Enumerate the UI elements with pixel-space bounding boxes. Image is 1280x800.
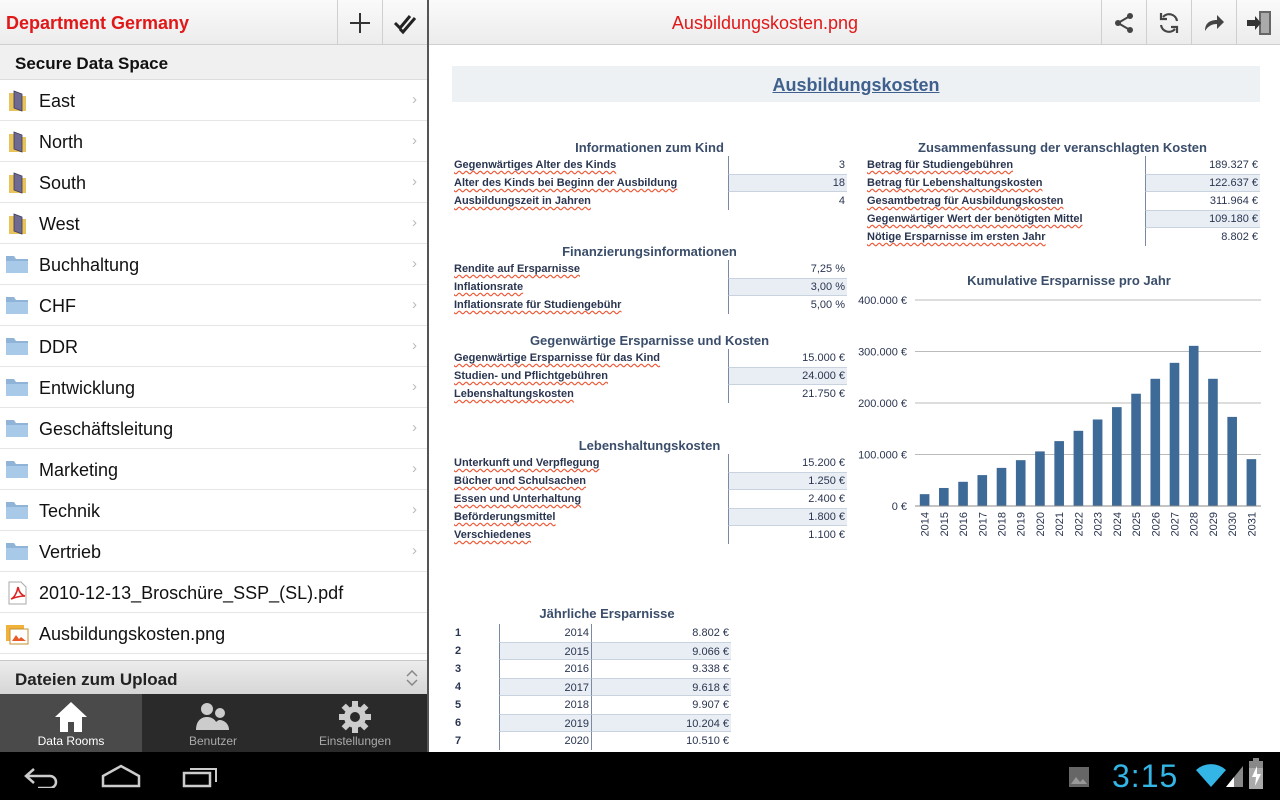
row-value: 7,25 % <box>810 263 845 275</box>
list-item[interactable] <box>0 80 427 121</box>
table-row <box>452 367 847 385</box>
row-value: 24.000 € <box>802 370 845 382</box>
bar <box>1208 379 1218 506</box>
system-navigation-bar <box>0 752 1280 800</box>
table-row <box>452 696 732 714</box>
row-label: Gesamtbetrag für Ausbildungskosten <box>867 195 1064 207</box>
row-value: 1.100 € <box>808 529 845 541</box>
x-tick-label: 2016 <box>958 512 971 537</box>
cost-summary-section <box>865 140 1260 246</box>
home-icon <box>53 700 89 734</box>
section-heading: Gegenwärtige Ersparnisse und Kosten <box>529 333 770 348</box>
table-row <box>452 490 847 508</box>
list-item[interactable] <box>0 572 427 613</box>
row-year: 2015 <box>499 642 591 660</box>
double-check-icon <box>393 11 417 35</box>
row-label: Inflationsrate für Studiengebühr <box>454 299 622 311</box>
data-room-icon <box>5 130 29 152</box>
section-heading: Jährliche Ersparnisse <box>539 606 675 621</box>
row-label: Essen und Unterhaltung <box>454 493 582 505</box>
x-tick-label: 2018 <box>996 512 1009 537</box>
data-room-icon <box>5 212 29 234</box>
y-tick-label: 0 € <box>891 501 907 513</box>
gear-icon <box>337 700 373 734</box>
table-row <box>452 278 847 296</box>
table-row <box>452 508 847 526</box>
bar <box>1150 379 1160 506</box>
item-label: 2010-12-13_Broschüre_SSP_(SL).pdf <box>39 583 344 603</box>
list-item[interactable] <box>0 121 427 162</box>
row-number: 6 <box>455 717 462 729</box>
row-label: Nötige Ersparnisse im ersten Jahr <box>867 231 1046 243</box>
upload-title: Dateien zum Upload <box>15 670 178 689</box>
row-amount: 9.618 € <box>591 678 731 696</box>
row-value: 311.964 € <box>1209 195 1258 207</box>
left-header <box>0 0 427 45</box>
row-year: 2014 <box>499 624 591 642</box>
row-value: 4 <box>838 195 845 207</box>
x-tick-label: 2026 <box>1150 512 1163 537</box>
chevron-right-icon: › <box>412 337 417 354</box>
financing-section <box>452 244 847 314</box>
folder-icon <box>5 540 29 562</box>
x-tick-label: 2019 <box>1015 512 1028 537</box>
y-tick-label: 400.000 € <box>858 295 907 307</box>
row-label: Beförderungsmittel <box>454 511 556 523</box>
item-label: West <box>39 214 80 234</box>
table-row <box>452 349 847 367</box>
row-value: 18 <box>832 177 845 189</box>
back-icon[interactable] <box>22 764 58 788</box>
item-label: CHF <box>39 296 76 316</box>
yearly-savings-table <box>452 606 732 750</box>
logout-button[interactable] <box>1236 0 1280 45</box>
row-label: Ausbildungszeit in Jahren <box>454 195 591 207</box>
section-heading: Informationen zum Kind <box>575 140 724 155</box>
table-row <box>865 210 1260 228</box>
child-info-section <box>452 140 847 210</box>
table-row <box>452 385 847 403</box>
row-value: 15.000 € <box>802 352 845 364</box>
bar <box>1247 459 1257 506</box>
chevron-right-icon: › <box>412 173 417 190</box>
document-title: Ausbildungskosten <box>452 66 1260 102</box>
image-file-icon <box>5 622 29 644</box>
folder-icon <box>5 499 29 521</box>
account-title: Department Germany <box>6 13 190 33</box>
chart-title: Kumulative Ersparnisse pro Jahr <box>967 273 1171 288</box>
row-amount: 9.066 € <box>591 642 731 660</box>
x-tick-label: 2014 <box>919 512 932 537</box>
row-number: 7 <box>455 735 462 747</box>
table-row <box>452 732 732 750</box>
list-item[interactable] <box>0 531 427 572</box>
table-row <box>452 678 732 696</box>
table-row <box>452 714 732 732</box>
upload-section-header[interactable] <box>0 660 427 694</box>
refresh-button[interactable] <box>1146 0 1191 45</box>
bar <box>958 482 968 506</box>
value-cell <box>728 174 847 192</box>
row-year: 2018 <box>499 696 591 714</box>
bar <box>1054 441 1064 506</box>
item-label: East <box>39 91 76 111</box>
row-label: Verschiedenes <box>454 529 532 541</box>
list-item[interactable] <box>0 162 427 203</box>
list-item[interactable] <box>0 203 427 244</box>
row-label: Lebenshaltungskosten <box>454 388 574 400</box>
row-value: 2.400 € <box>808 493 845 505</box>
folder-icon <box>5 376 29 398</box>
x-tick-label: 2031 <box>1246 512 1259 537</box>
x-tick-label: 2024 <box>1111 512 1124 537</box>
list-item[interactable] <box>0 244 427 285</box>
tab-label: Benutzer <box>188 734 238 748</box>
item-label: South <box>39 173 87 193</box>
tab-data-rooms[interactable] <box>0 694 142 752</box>
row-amount: 9.907 € <box>591 696 731 714</box>
folder-icon <box>5 294 29 316</box>
bar <box>1035 451 1045 506</box>
row-value: 1.250 € <box>808 475 845 487</box>
chevron-right-icon: › <box>412 91 417 108</box>
table-row <box>865 192 1260 210</box>
folder-icon <box>5 335 29 357</box>
row-value: 3,00 % <box>810 281 845 293</box>
item-label: Ausbildungskosten.png <box>39 624 226 644</box>
value-cell <box>728 156 847 174</box>
tab-benutzer[interactable] <box>142 694 284 752</box>
row-amount: 9.338 € <box>591 660 731 678</box>
bar <box>1189 346 1199 506</box>
x-tick-label: 2020 <box>1034 512 1047 537</box>
current-savings-section <box>452 333 847 403</box>
row-label: Inflationsrate <box>454 281 524 293</box>
home-nav-icon[interactable] <box>101 764 141 788</box>
x-tick-label: 2027 <box>1169 512 1182 537</box>
y-tick-label: 300.000 € <box>858 346 907 359</box>
data-rooms-panel <box>0 0 427 752</box>
table-row <box>865 174 1260 192</box>
x-tick-label: 2022 <box>1073 512 1086 537</box>
row-label: Alter des Kinds bei Beginn der Ausbildung <box>454 177 678 189</box>
exit-icon <box>1245 10 1273 36</box>
tab-label: Einstellungen <box>318 734 392 748</box>
battery-charging-icon <box>1248 758 1264 790</box>
plus-icon <box>348 11 372 35</box>
row-value: 15.200 € <box>802 457 845 469</box>
users-icon <box>193 700 233 734</box>
y-tick-label: 100.000 € <box>858 449 907 462</box>
row-label: Rendite auf Ersparnisse <box>454 263 580 275</box>
list-item[interactable] <box>0 285 427 326</box>
x-tick-label: 2029 <box>1207 512 1220 537</box>
x-tick-label: 2025 <box>1131 512 1144 537</box>
item-label: Technik <box>39 501 101 521</box>
row-value: 109.180 € <box>1209 213 1258 225</box>
expand-collapse-icon <box>406 670 418 686</box>
bar <box>1227 417 1237 506</box>
chevron-right-icon: › <box>412 542 417 559</box>
add-button[interactable] <box>337 0 382 45</box>
chevron-right-icon: › <box>412 255 417 272</box>
row-label: Gegenwärtiger Wert der benötigten Mittel <box>867 213 1083 225</box>
bar <box>997 468 1007 506</box>
row-year: 2020 <box>499 732 591 750</box>
folder-icon <box>5 253 29 275</box>
row-value: 122.637 € <box>1209 177 1258 189</box>
list-item[interactable] <box>0 367 427 408</box>
x-tick-label: 2028 <box>1188 512 1201 537</box>
signal-icon <box>1224 762 1244 788</box>
share-icon <box>1112 11 1136 35</box>
item-label: Entwicklung <box>39 378 136 398</box>
tab-einstellungen[interactable] <box>284 694 426 752</box>
table-row <box>452 454 847 472</box>
forward-button[interactable] <box>1191 0 1236 45</box>
row-number: 5 <box>455 699 462 711</box>
clock: 3:15 <box>1112 758 1179 794</box>
row-value: 21.750 € <box>802 388 845 400</box>
folder-icon <box>5 417 29 439</box>
row-year: 2016 <box>499 660 591 678</box>
section-heading: Finanzierungsinformationen <box>562 244 737 259</box>
table-row <box>452 296 847 314</box>
row-amount: 8.802 € <box>591 624 731 642</box>
bar <box>939 488 949 506</box>
x-tick-label: 2017 <box>977 512 990 537</box>
table-row <box>452 642 732 660</box>
table-row <box>452 472 847 490</box>
bar <box>977 475 987 506</box>
section-title: Secure Data Space <box>15 54 169 73</box>
row-label: Gegenwärtiges Alter des Kinds <box>454 159 617 171</box>
row-label: Bücher und Schulsachen <box>454 475 587 487</box>
item-label: Geschäftsleitung <box>39 419 174 439</box>
chevron-right-icon: › <box>412 296 417 313</box>
list-item[interactable] <box>0 326 427 367</box>
bar <box>1074 431 1084 506</box>
chevron-right-icon: › <box>412 214 417 231</box>
row-label: Betrag für Studiengebühren <box>867 159 1014 171</box>
y-tick-label: 200.000 € <box>858 398 907 410</box>
list-item[interactable] <box>0 490 427 531</box>
row-value: 8.802 € <box>1221 231 1258 243</box>
preview-panel <box>427 0 1280 752</box>
chevron-right-icon: › <box>412 419 417 436</box>
row-year: 2019 <box>499 714 591 732</box>
item-label: Marketing <box>39 460 119 480</box>
forward-arrow-icon <box>1202 11 1226 35</box>
list-item[interactable] <box>0 613 427 654</box>
document-image <box>429 46 1280 752</box>
chevron-right-icon: › <box>412 460 417 477</box>
x-tick-label: 2021 <box>1054 512 1067 537</box>
row-number: 3 <box>455 663 462 675</box>
share-button[interactable] <box>1101 0 1146 45</box>
table-row <box>452 660 732 678</box>
row-amount: 10.510 € <box>591 732 731 750</box>
file-list <box>0 80 427 654</box>
list-item[interactable] <box>0 449 427 490</box>
table-row <box>452 526 847 544</box>
table-row <box>865 228 1260 246</box>
data-room-icon <box>5 171 29 193</box>
chevron-right-icon: › <box>412 501 417 518</box>
section-heading: Lebenshaltungskosten <box>578 438 721 453</box>
row-year: 2017 <box>499 678 591 696</box>
value-cell <box>728 192 847 210</box>
table-row <box>865 156 1260 174</box>
bar <box>920 494 930 506</box>
tab-label: Data Rooms <box>37 734 105 748</box>
bar <box>1112 407 1122 506</box>
wifi-icon <box>1196 762 1226 788</box>
item-label: Vertrieb <box>39 542 102 562</box>
x-tick-label: 2015 <box>938 512 951 537</box>
row-label: Gegenwärtige Ersparnisse für das Kind <box>454 352 661 364</box>
cumulative-savings-chart <box>849 288 1269 558</box>
list-item[interactable] <box>0 408 427 449</box>
gallery-notification-icon <box>1068 766 1090 788</box>
bar <box>1093 419 1103 506</box>
recent-apps-icon[interactable] <box>182 764 220 788</box>
row-number: 1 <box>455 627 462 639</box>
bar <box>1170 363 1180 506</box>
file-title: Ausbildungskosten.png <box>671 13 859 33</box>
chevron-right-icon: › <box>412 378 417 395</box>
bar <box>1016 460 1026 506</box>
table-row <box>452 192 847 210</box>
row-label: Studien- und Pflichtgebühren <box>454 370 608 382</box>
chevron-right-icon: › <box>412 132 417 149</box>
bar <box>1131 394 1141 506</box>
row-value: 5,00 % <box>810 299 845 311</box>
item-label: Buchhaltung <box>39 255 140 275</box>
section-heading: Zusammenfassung der veranschlagten Kosten <box>918 140 1207 155</box>
row-number: 2 <box>455 645 462 657</box>
refresh-icon <box>1157 11 1181 35</box>
select-button[interactable] <box>382 0 427 45</box>
item-label: DDR <box>39 337 78 357</box>
table-row <box>452 156 847 174</box>
data-room-icon <box>5 89 29 111</box>
x-tick-label: 2030 <box>1227 512 1240 537</box>
table-row <box>452 260 847 278</box>
living-costs-section <box>452 438 847 544</box>
row-value: 1.800 € <box>808 511 845 523</box>
row-value: 3 <box>838 159 845 171</box>
section-header <box>0 45 427 80</box>
row-label: Unterkunft und Verpflegung <box>454 457 600 469</box>
row-value: 189.327 € <box>1209 159 1258 171</box>
folder-icon <box>5 458 29 480</box>
row-amount: 10.204 € <box>591 714 731 732</box>
table-row <box>452 624 732 642</box>
bottom-tab-bar <box>0 694 427 752</box>
row-label: Betrag für Lebenshaltungskosten <box>867 177 1043 189</box>
preview-header <box>429 0 1280 45</box>
table-row <box>452 174 847 192</box>
x-tick-label: 2023 <box>1092 512 1105 537</box>
row-number: 4 <box>455 681 462 693</box>
item-label: North <box>39 132 84 152</box>
pdf-file-icon <box>5 581 29 603</box>
